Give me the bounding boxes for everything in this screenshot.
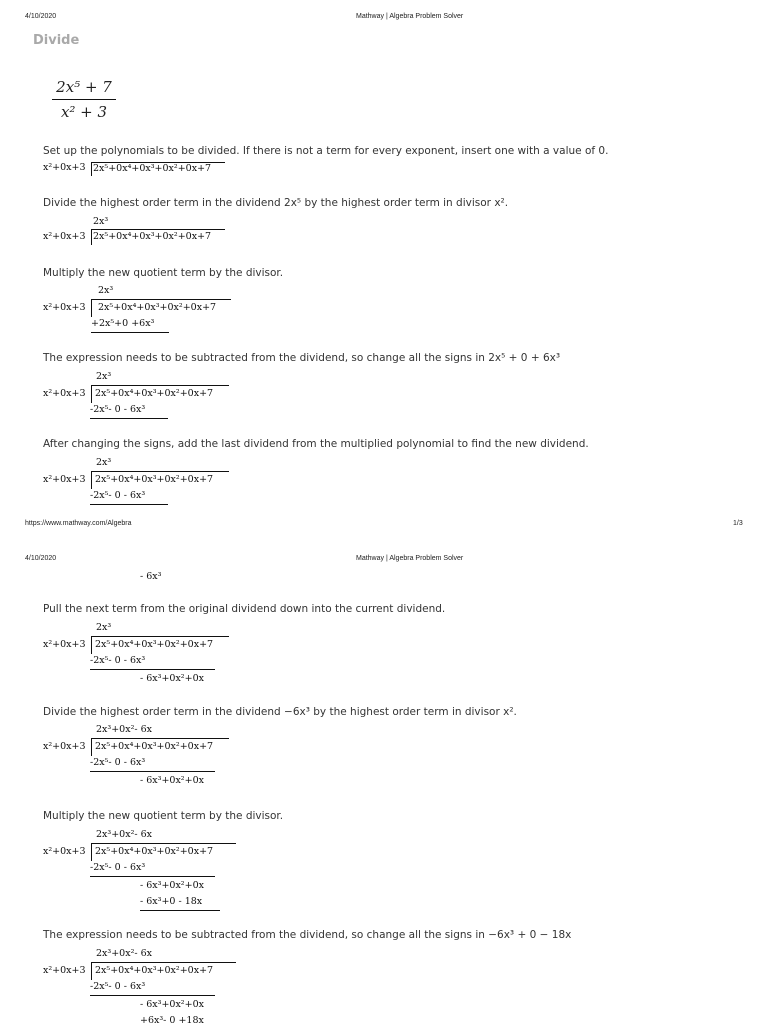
divisor: x²+0x+3	[43, 639, 86, 650]
step-8-text: Multiply the new quotient term by the divisor.	[43, 810, 284, 822]
negated-row: -2x⁵- 0 - 6x³	[90, 757, 146, 768]
negated-row: -2x⁵- 0 - 6x³	[90, 655, 146, 666]
division-bracket	[91, 636, 92, 654]
step-1-text: Set up the polynomials to be divided. If there is not a term for every exponent, insert one with a value of 0.	[43, 145, 609, 157]
division-bracket	[91, 229, 92, 245]
division-bracket	[91, 471, 92, 489]
negated-row: -2x⁵- 0 - 6x³	[90, 404, 146, 415]
step-9-text: The expression needs to be subtracted from the dividend, so change all the signs in −6x³ + 0 − 18x	[43, 929, 572, 941]
quotient: 2x³	[93, 216, 109, 227]
quotient: 2x³	[96, 371, 112, 382]
quotient: 2x³+0x²- 6x	[96, 948, 153, 959]
page-title: Divide	[33, 33, 80, 48]
dividend: 2x⁵+0x⁴+0x³+0x²+0x+7	[98, 302, 217, 313]
division-overline	[91, 471, 229, 472]
dividend: 2x⁵+0x⁴+0x³+0x²+0x+7	[95, 965, 214, 976]
divisor: x²+0x+3	[43, 741, 86, 752]
problem-fraction	[52, 78, 116, 121]
divisor: x²+0x+3	[43, 231, 86, 242]
division-overline	[91, 385, 229, 386]
remainder-row: - 6x³+0x²+0x	[140, 673, 204, 684]
fraction-bar	[52, 99, 116, 100]
divisor: x²+0x+3	[43, 388, 86, 399]
subtraction-line	[90, 418, 168, 419]
print-date: 4/10/2020	[25, 13, 57, 20]
negated-row: -2x⁵- 0 - 6x³	[90, 862, 146, 873]
quotient: 2x³	[98, 285, 114, 296]
dividend: 2x⁵+0x⁴+0x³+0x²+0x+7	[95, 474, 214, 485]
dividend: 2x⁵+0x⁴+0x³+0x²+0x+7	[95, 388, 214, 399]
quotient: 2x³+0x²- 6x	[96, 829, 153, 840]
quotient: 2x³	[96, 622, 112, 633]
division-bracket	[91, 162, 92, 176]
step-6-text: Pull the next term from the original dividend down into the current dividend.	[43, 603, 446, 615]
print-url: https://www.mathway.com/Algebra	[25, 520, 132, 527]
subtraction-line	[90, 669, 215, 670]
dividend: 2x⁵+0x⁴+0x³+0x²+0x+7	[93, 163, 212, 174]
dividend: 2x⁵+0x⁴+0x³+0x²+0x+7	[95, 639, 214, 650]
division-bracket	[91, 385, 92, 403]
division-bracket	[91, 738, 92, 756]
negated-row: -2x⁵- 0 - 6x³	[90, 981, 146, 992]
step-3-text: Multiply the new quotient term by the divisor.	[43, 267, 284, 279]
division-bracket	[91, 299, 92, 317]
divisor: x²+0x+3	[43, 302, 86, 313]
subtraction-line	[140, 910, 220, 911]
remainder-row: - 6x³+0x²+0x	[140, 999, 204, 1010]
fraction-denominator: x² + 3	[60, 103, 108, 121]
divisor: x²+0x+3	[43, 474, 86, 485]
quotient: 2x³	[96, 457, 112, 468]
division-overline	[91, 738, 229, 739]
negated-row-2: +6x³- 0 +18x	[140, 1015, 204, 1026]
quotient: 2x³+0x²- 6x	[96, 724, 153, 735]
division-bracket	[91, 962, 92, 980]
print-site-title: Mathway | Algebra Problem Solver	[356, 13, 464, 20]
step-4-text: The expression needs to be subtracted from the dividend, so change all the signs in 2x⁵ + 0 + 6x³	[43, 352, 561, 364]
step-7-text: Divide the highest order term in the dividend −6x³ by the highest order term in divisor x².	[43, 706, 517, 718]
division-overline	[91, 299, 231, 300]
division-bracket	[91, 843, 92, 861]
remainder-row: - 6x³+0x²+0x	[140, 880, 204, 891]
subtraction-line	[90, 995, 215, 996]
division-overline	[91, 843, 236, 844]
divisor: x²+0x+3	[43, 846, 86, 857]
division-overline	[91, 229, 225, 230]
division-overline	[91, 962, 236, 963]
step-2-text: Divide the highest order term in the dividend 2x⁵ by the highest order term in divisor x².	[43, 197, 509, 209]
remainder-row: - 6x³	[140, 571, 162, 582]
fraction-numerator: 2x⁵ + 7	[56, 78, 112, 96]
divisor: x²+0x+3	[43, 965, 86, 976]
multiplied-row: - 6x³+0 - 18x	[140, 896, 203, 907]
print-site-title-2: Mathway | Algebra Problem Solver	[356, 555, 464, 562]
step-5-text: After changing the signs, add the last dividend from the multiplied polynomial to find the new dividend.	[43, 438, 589, 450]
divisor: x²+0x+3	[43, 162, 86, 173]
division-overline	[91, 636, 229, 637]
remainder-row: - 6x³+0x²+0x	[140, 775, 204, 786]
dividend: 2x⁵+0x⁴+0x³+0x²+0x+7	[95, 741, 214, 752]
subtraction-line	[90, 771, 215, 772]
print-date-2: 4/10/2020	[25, 555, 57, 562]
subtraction-line	[91, 332, 169, 333]
dividend: 2x⁵+0x⁴+0x³+0x²+0x+7	[95, 846, 214, 857]
negated-row: -2x⁵- 0 - 6x³	[90, 490, 146, 501]
multiplied-row: +2x⁵+0 +6x³	[91, 318, 155, 329]
page-number: 1/3	[733, 520, 743, 527]
subtraction-line	[90, 876, 215, 877]
subtraction-line	[90, 504, 168, 505]
dividend: 2x⁵+0x⁴+0x³+0x²+0x+7	[93, 231, 212, 242]
